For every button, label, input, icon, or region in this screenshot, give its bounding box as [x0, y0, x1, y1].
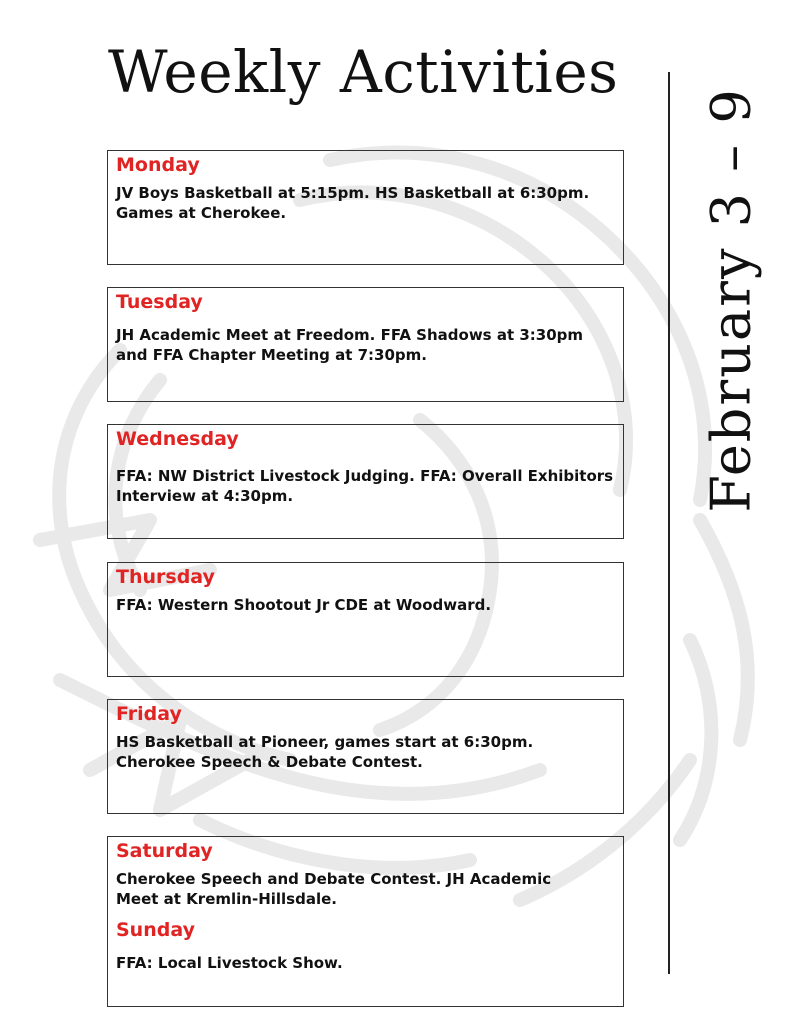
- day-name: Sunday: [116, 919, 195, 941]
- day-box-monday: [107, 150, 624, 265]
- sunday-section: [116, 919, 623, 973]
- day-name: Saturday: [116, 840, 213, 862]
- date-range: February 3 – 9: [699, 87, 763, 513]
- day-activities: JV Boys Basketball at 5:15pm. HS Basketball at 6:30pm. Games at Cherokee.: [116, 184, 590, 222]
- day-activities: FFA: NW District Livestock Judging. FFA: Overall Exhibitors Interview at 4:30pm.: [116, 467, 614, 505]
- day-box-thursday: [107, 562, 624, 677]
- day-name: Thursday: [116, 566, 215, 588]
- day-name: Tuesday: [116, 291, 203, 313]
- day-box-friday: [107, 699, 624, 814]
- day-box-wednesday: [107, 424, 624, 539]
- page-title: Weekly Activities: [108, 38, 619, 106]
- day-activities: HS Basketball at Pioneer, games start at 6:30pm. Cherokee Speech & Debate Contest.: [116, 733, 534, 771]
- day-name: Monday: [116, 154, 200, 176]
- day-activities: FFA: Western Shootout Jr CDE at Woodward.: [116, 596, 492, 614]
- day-box-tuesday: [107, 287, 624, 402]
- day-box-weekend: [107, 836, 624, 1007]
- day-activities: FFA: Local Livestock Show.: [116, 954, 343, 972]
- vertical-divider: [668, 72, 670, 974]
- day-name: Wednesday: [116, 428, 239, 450]
- day-activities: Cherokee Speech and Debate Contest. JH Academic Meet at Kremlin-Hillsdale.: [116, 870, 552, 908]
- day-activities: JH Academic Meet at Freedom. FFA Shadows at 3:30pm and FFA Chapter Meeting at 7:30pm.: [116, 326, 584, 364]
- day-name: Friday: [116, 703, 182, 725]
